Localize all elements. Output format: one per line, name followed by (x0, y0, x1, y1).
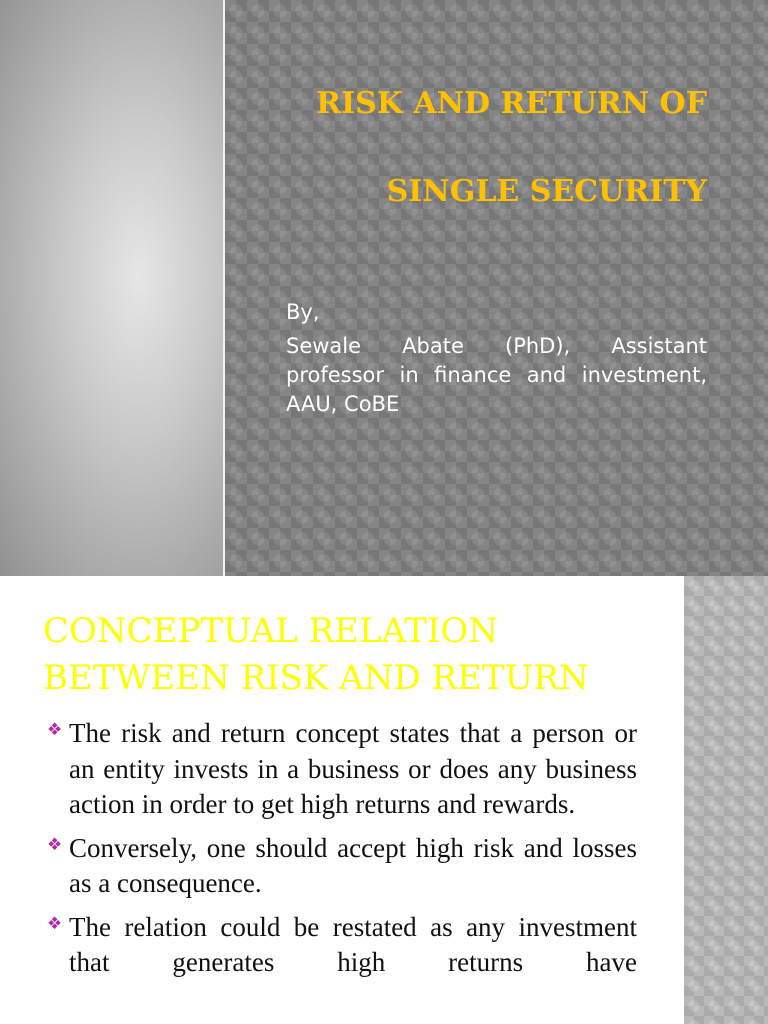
list-item (47, 716, 637, 823)
slide-subtitle (286, 298, 707, 419)
list-item (47, 910, 637, 981)
list-item-text: The relation could be restated as any investment that generates high returns have (69, 911, 637, 977)
diamond-bullet-icon: ❖ (47, 720, 63, 739)
content-slide-title: CONCEPTUAL RELATION BETWEEN RISK AND RETURN (43, 611, 589, 698)
content-slide (0, 576, 768, 1024)
list-item (47, 831, 637, 902)
bullet-list (47, 716, 637, 989)
slide-title (255, 82, 707, 214)
diamond-bullet-icon: ❖ (47, 913, 63, 933)
slide-title-line-2: SINGLE SECURITY (386, 174, 707, 209)
diamond-bullet-icon: ❖ (47, 834, 63, 854)
left-gradient-panel (0, 0, 223, 576)
slide-title-line-1: RISK AND RETURN OF (316, 86, 707, 121)
list-item-text: Conversely, one should accept high risk and losses as a consequence. (69, 832, 637, 898)
subtitle-author: Sewale Abate (PhD), Assistant professor in finance and investment, AAU, CoBE (286, 334, 707, 416)
list-item-text: The risk and return concept states that a person or an entity invests in a business or does any business action in order to get high returns and rewards. (69, 718, 637, 819)
right-pattern-strip (684, 576, 768, 1024)
subtitle-by: By, (286, 300, 320, 324)
